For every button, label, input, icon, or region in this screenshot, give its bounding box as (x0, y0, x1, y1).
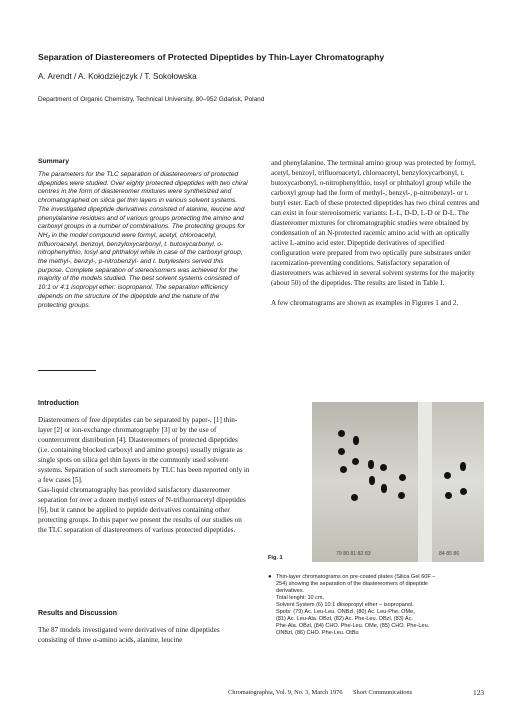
tlc-spot (368, 460, 374, 469)
caption-line: Solvent System (6) 10:1 diisopropyl ether – isopropanol. (276, 602, 414, 608)
caption-line: derivatives. (276, 588, 305, 594)
bullet-icon: ● (268, 574, 272, 580)
caption-line: 254) showing the separation of the diastereomers of dipeptide (276, 581, 429, 587)
caption-line: (81) Ac. Leu-Ala. OBzl, (82) Ac. Phe-Leu. OBzl, (83) Ac. (276, 616, 413, 622)
tlc-spot (352, 458, 359, 465)
results-heading: Results and Discussion (38, 610, 117, 617)
figure-caption (268, 574, 486, 637)
tlc-plate-b (432, 402, 484, 562)
caption-line: Total lenght: 10 cm. (276, 595, 325, 601)
caption-line: Spots: (79) Ac. Leu-Leu. ONBzl, (80) Ac. Leu-Phe. OMe, (276, 609, 415, 615)
tlc-spot (353, 436, 359, 445)
page-number: 123 (473, 688, 485, 697)
journal-citation: Chromatographia, Vol. 9, No. 3, March 1976 (228, 689, 343, 696)
tlc-spot (380, 464, 387, 471)
tlc-plate-a (312, 402, 418, 562)
plate-gap (418, 402, 432, 562)
tlc-spot (338, 448, 345, 455)
tlc-spot (460, 488, 467, 495)
plate-a-lane-labels: 79 80 81 82 83 (336, 551, 371, 557)
summary-text: The parameters for the TLC separation of diastereomers of protected dipeptides were studied. Over eighty protected dipeptides with two chiral centres in the form of diastereomer mixtures were synthesized and chromatographed on silica gel thin layers in various solvent systems. The investigated dipeptide derivatives consisted of alanine, leucine and phenylalanine residues and of various groups protecting the amino and carboxyl groups in a number of combinations. The protecting groups for NH₂ in the model compound were formyl, acetyl, chloroacetyl, trifluoroacetyl, benzoyl, benzyloxycarbonyl, t. butoxycarbonyl, o-nitrophenylthio, tosyl and phthaloyl while in case of the carboxyl group, the methyl-, benzyl-, p-nitrobenzyl- and t. butylesters served this purpose. Complete separation of stereoisomers was achieved for the majority of the models studied. The best solvent systems consisted of 10:1 or 4:1 isopropyl ether: isopropanol. The separation efficiency depends on the structure of the dipeptide and the nature of the protecting groups. (38, 171, 248, 309)
section-divider (38, 370, 96, 371)
tlc-spot (399, 474, 406, 481)
section-name: Short Communications (353, 689, 413, 696)
article-title: Separation of Diastereomers of Protected Dipeptides by Thin-Layer Chromatography (38, 52, 385, 62)
tlc-figure-image (312, 402, 484, 562)
affiliation: Department of Organic Chemistry, Technical University, 80–952 Gdańsk, Poland (38, 96, 265, 103)
caption-line: ONBzl, (86) CHO. Phe-Leu. OtBu (276, 630, 359, 636)
summary-section (38, 158, 248, 310)
tlc-spot (338, 430, 345, 437)
tlc-spot (369, 476, 375, 485)
right-column-paragraph-1: and phenylalanine. The terminal amino group was protected by formyl, acetyl, benzoyl, trifluoroacetyl, chloroacetyl, benzyloxycarbonyl, t. butoxycarbonyl, o-nitrophenylthio, tosyl or phthaloyl group while the carboxyl group had the form of methyl-, benzyl-, p-nitrobenzyl- or t. butyl ester. Each of these protected dipeptides has two chiral centres and can exist in four stereoisomeric variants: L-L, D-D, L-D or D-L. The diastereomer mixtures for chromatographic studies were obtained by condensation of an N-protected racemic amino acid with an optically active L-amino acid ester. Dipeptide derivatives of specified configuration were prepared from two optically pure substrates under racemization-preventing conditions. Satisfactory separation of diastereomers was achieved in several solvent systems for the majority (about 50) of the dipeptides. The results are listed in Table I. (271, 159, 480, 287)
introduction-text: Diastereomers of free dipeptides can be separated by paper-, [1] thin-layer [2] or ion-exchange chromatography [3] or by the use of countercurrent distribution [4]. Diastereomers of protected dipeptides (i.e. containing blocked carboxyl and amino groups) usually migrate as single spots on silica gel thin layers in the commonly used solvent systems. Separation of such stereomers by TLC has been reported only in a few cases [5]. (38, 416, 250, 484)
right-column (271, 158, 483, 308)
figure-label: Fig. 1 (268, 555, 283, 561)
tlc-spot (381, 484, 387, 493)
tlc-spot (445, 492, 452, 499)
plate-b-lane-labels: 84 85 86 (439, 551, 460, 557)
right-column-paragraph-2: A few chromatograms are shown as examples in Figures 1 and 2. (271, 299, 459, 307)
introduction-heading: Introduction (38, 400, 79, 407)
tlc-spot (398, 492, 405, 499)
results-section (38, 610, 250, 645)
summary-heading: Summary (38, 158, 69, 165)
authors: A. Arendt / A. Kołodziejczyk / T. Sokołowska (38, 72, 197, 81)
introduction-text-2: Gas-liquid chromatography has provided satisfactory diastereomer separation for over a dozen methyl esters of N-trifluoroacetyl dipeptides [6], but it cannot be applied to peptide derivatives containing other protecting groups. In this paper we present the results of our studies on the TLC separation of diastereomers of various protected dipeptides. (38, 486, 246, 534)
caption-line: Thin-layer chromatograms on pre-coated plates (Silica Gel 60F – (276, 574, 436, 580)
introduction-section (38, 400, 250, 535)
tlc-spot (351, 494, 358, 501)
tlc-spot (340, 466, 347, 473)
caption-line: Phe-Ala. OBzl, (84) CHO. Phe-Leu. OMe, (85) CHO. Phe-Leu. (276, 623, 430, 629)
results-text: The 87 models investigated were derivatives of nine dipeptides consisting of three α-amino acids, alanine, leucine (38, 626, 220, 644)
tlc-spot (444, 472, 451, 479)
tlc-spot (460, 462, 466, 471)
